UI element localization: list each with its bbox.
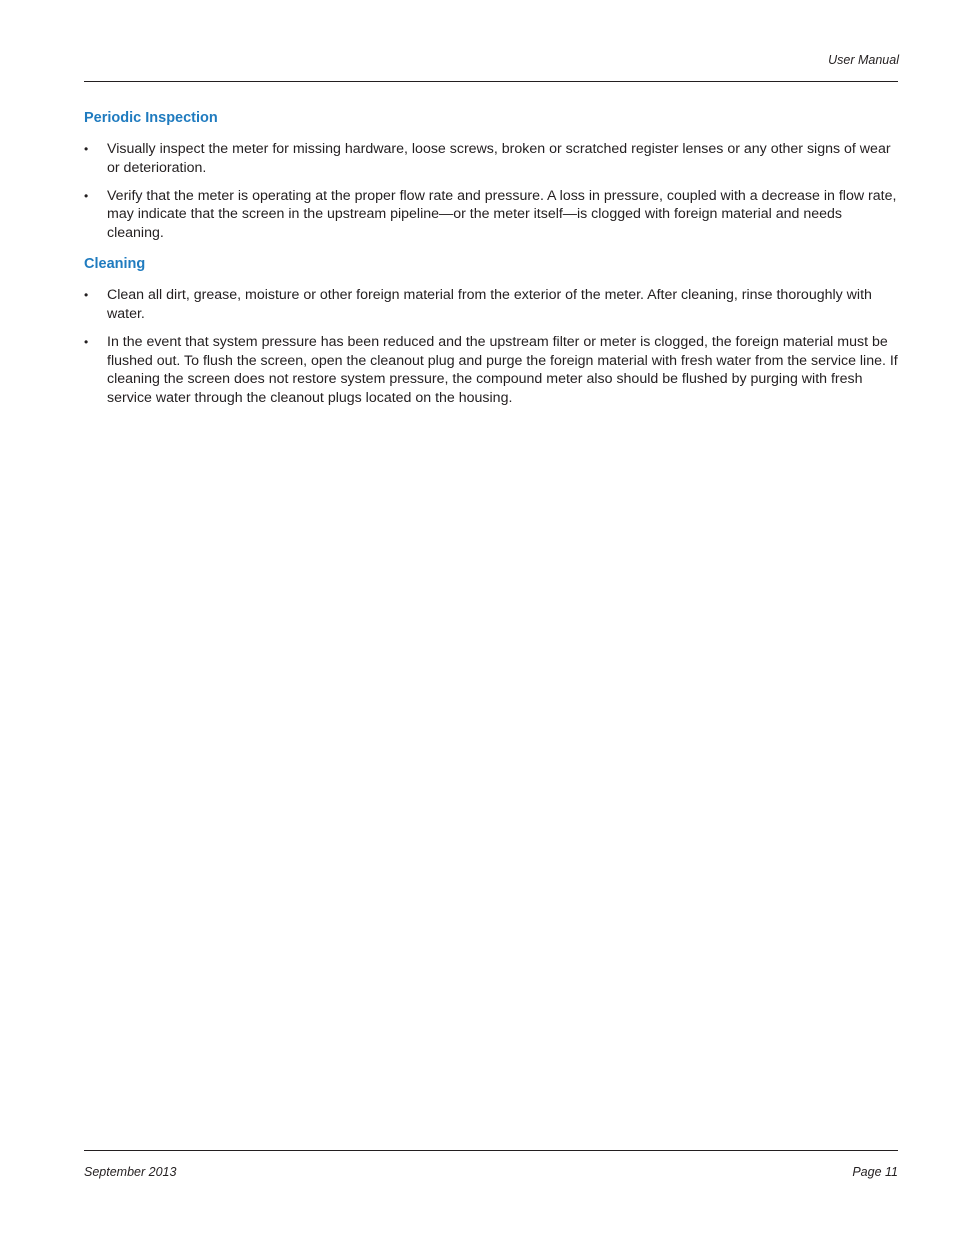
list-item	[84, 140, 898, 177]
footer-rule	[84, 1150, 898, 1151]
list-item-text: Visually inspect the meter for missing hardware, loose screws, broken or scratched register lenses or any other signs of wear or deterioration.	[107, 141, 891, 176]
bullet-list-periodic-inspection	[84, 140, 898, 242]
bullet-icon: •	[84, 142, 89, 156]
bullet-icon: •	[84, 188, 89, 203]
list-item	[84, 286, 898, 323]
list-item-text: Verify that the meter is operating at the proper flow rate and pressure. A loss in pressure, coupled with a decrease in flow rate, may indicate that the screen in the upstream pipeline—or the meter itself—is clogged with foreign material and needs cleaning.	[107, 187, 897, 241]
bullet-list-cleaning	[84, 286, 898, 407]
list-item-text: Clean all dirt, grease, moisture or other foreign material from the exterior of the meter. After cleaning, rinse thoroughly with water.	[107, 287, 872, 323]
header-rule	[84, 81, 898, 82]
list-item	[84, 187, 898, 243]
bullet-icon: •	[84, 335, 89, 350]
list-item	[84, 333, 898, 407]
footer-date: September 2013	[84, 1165, 177, 1179]
page-content	[84, 108, 898, 420]
section-heading-periodic-inspection: Periodic Inspection	[84, 110, 218, 126]
footer-page-number: Page 11	[852, 1165, 898, 1179]
header-doc-type: User Manual	[828, 53, 899, 67]
list-item-text: In the event that system pressure has been reduced and the upstream filter or meter is clogged, the foreign material must be flushed out. To flush the screen, open the cleanout plug and purge the foreign material with fresh water from the service line. If cleaning the screen does not restore system pressure, the compound meter also should be flushed by purging with fresh service water through the cleanout plugs located on the housing.	[107, 334, 898, 406]
bullet-icon: •	[84, 288, 89, 303]
section-heading-cleaning: Cleaning	[84, 256, 146, 273]
